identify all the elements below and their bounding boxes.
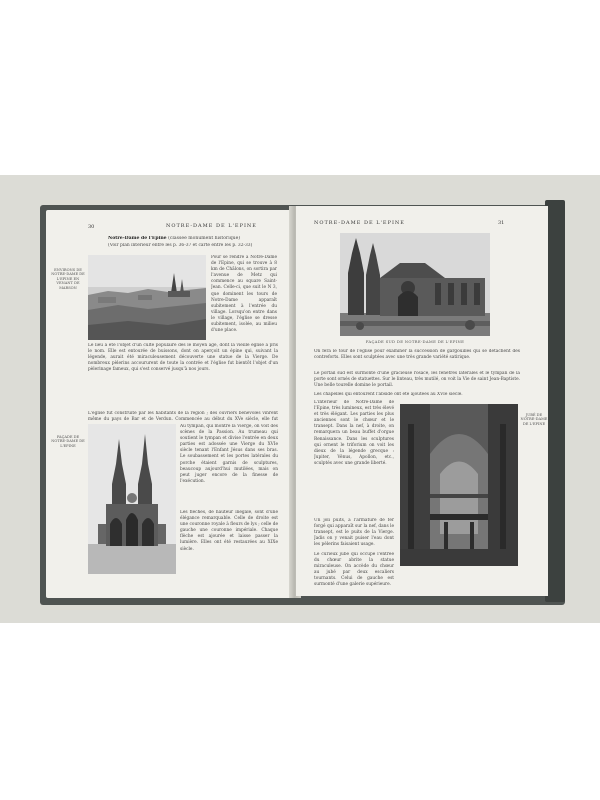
page-number-right: 31 (498, 220, 505, 226)
photo-south-facade (340, 233, 490, 336)
paragraph-2: Le lieu a été l'objet d'un culte populaire dès le moyen âge, dont la vieille église a pris le nom. Elle est entourée de buissons, dont on aperçoit un épine qui, suivant la légende, aurait été miraculeusement découverte une statue de la Vierge. De nombreux pèlerins accoururent de toute la contrée et l'église fut bientôt l'objet d'un pèlerinage fameux, qui s'est conservé jusqu'à nos jours. (88, 343, 278, 373)
paragraph-4-right: L'intérieur de Notre-Dame de l'Epine, très lumineux, est très élevé et très élégant. Les parties les plus anciennes sont le chœur et le transept. Dans la nef, à droite, on remarquera un beau buffet d'orgue Renaissance. Dans les sculptures qui ornent le triforium on voit les dieux de la légende grecque : Jupiter, Vénus, Apollon, etc., sculptés avec une grande liberté. (314, 400, 394, 466)
photo-facade (88, 424, 176, 574)
section-reference: (Voir plan intérieur entre les p. 36-37 et carte entre les p. 32-33) (108, 243, 253, 248)
paragraph-2-right: Le portail sud est surmonté d'une gracieuse rosace, les fenêtres latérales et le tympan de la porte sont ornés de statuettes. Sur le linteau, très mutilé, on voit la Vie de saint Jean-Baptiste. Une belle tourelle domine le portail. (314, 371, 520, 389)
paragraph-3: L'église fut construite par les habitants de la région ; des ouvriers bénévoles vinrent même du pays de Bar et de Verdun. Commencée au début du XVe siècle, elle fut (88, 411, 278, 423)
left-page (46, 210, 293, 598)
running-header-right: NOTRE-DAME DE L'EPINE (314, 220, 405, 226)
section-subtitle: (classée monument historique) (168, 236, 241, 241)
paragraph-5: Les flèches, de hauteur inégale, sont d'une élégance remarquable. Celle de droite est une couronne royale à fleurs de lys ; celle de gauche une couronne impériale. Chaque flèche est ajourée et laisse passer la lumière. Elles ont été restaurées au XIXe siècle. (180, 510, 278, 552)
paragraph-3-right: Les chapelles qui entourent l'abside ont été ajoutées au XVIe siècle. (314, 392, 463, 397)
paragraph-1-right: On fera le tour de l'église pour examiner la succession de gargouilles qui se détachent des contreforts. Elles sont sculptées avec une très grande variété satirique. (314, 349, 520, 361)
paragraph-5-right: Un joli puits, à l'armature de fer forgé qui apparaît sur la nef, dans le transept, est le puits de la Vierge. Jadis on y venait puiser l'eau dont les pèlerins faisaient usage. (314, 518, 394, 548)
photo-caption-south-facade: FAÇADE SUD DE NOTRE-DAME DE L'EPINE (365, 339, 465, 344)
book-cover-edge (545, 200, 565, 602)
side-caption-facade: FAÇADE DE NOTRE-DAME DE L'EPINE (51, 435, 85, 448)
photo-jube-interior (400, 404, 518, 566)
paragraph-1: Pour se rendre à Notre-Dame de l'Epine, qui se trouve à 8 km de Châlons, on sortira par l'avenue de Metz qui commence au square Saint-Jean. Celle-ci, que suit le N 3, que dominent les tours de Notre-Dame apparaît subitement à l'entrée du village. Lorsqu'on entre dans le village, l'église se dresse subitement, isolée, au milieu d'une place. (211, 255, 277, 334)
paragraph-4: Au tympan, qui montre la Vierge, on voit des scènes de la Passion. Au trumeau qui soutient le tympan et divise l'entrée en deux parties est adossée une Vierge du XVIe siècle tenant l'Enfant Jésus dans ses bras. Le soubassement et les portes latérales du porche étaient garnis de sculptures, beaucoup aujourd'hui mutilées, mais on peut juger encore de la finesse de l'exécution. (180, 424, 278, 484)
paragraph-6-right: Le curieux jubé qui occupe l'entrée du chœur abrite la statue miraculeuse. On accède du chœur au jubé par deux escaliers tournants. Celui de gauche est surmonté d'une galerie supérieure. (314, 552, 394, 588)
side-caption-environs: ENVIRONS DE NOTRE-DAME DE L'EPINE EN VENANT DE MARSON (51, 268, 85, 290)
right-page (296, 206, 548, 596)
section-heading (108, 236, 278, 242)
running-header: NOTRE-DAME DE L'EPINE (166, 223, 257, 229)
photo-environs-village (88, 255, 206, 340)
section-title: Notre-Dame de l'Epine (108, 236, 167, 241)
page-number: 30 (88, 224, 95, 230)
side-caption-jube: JUBÉ DE NOTRE-DAME DE L'EPINE (520, 413, 548, 426)
